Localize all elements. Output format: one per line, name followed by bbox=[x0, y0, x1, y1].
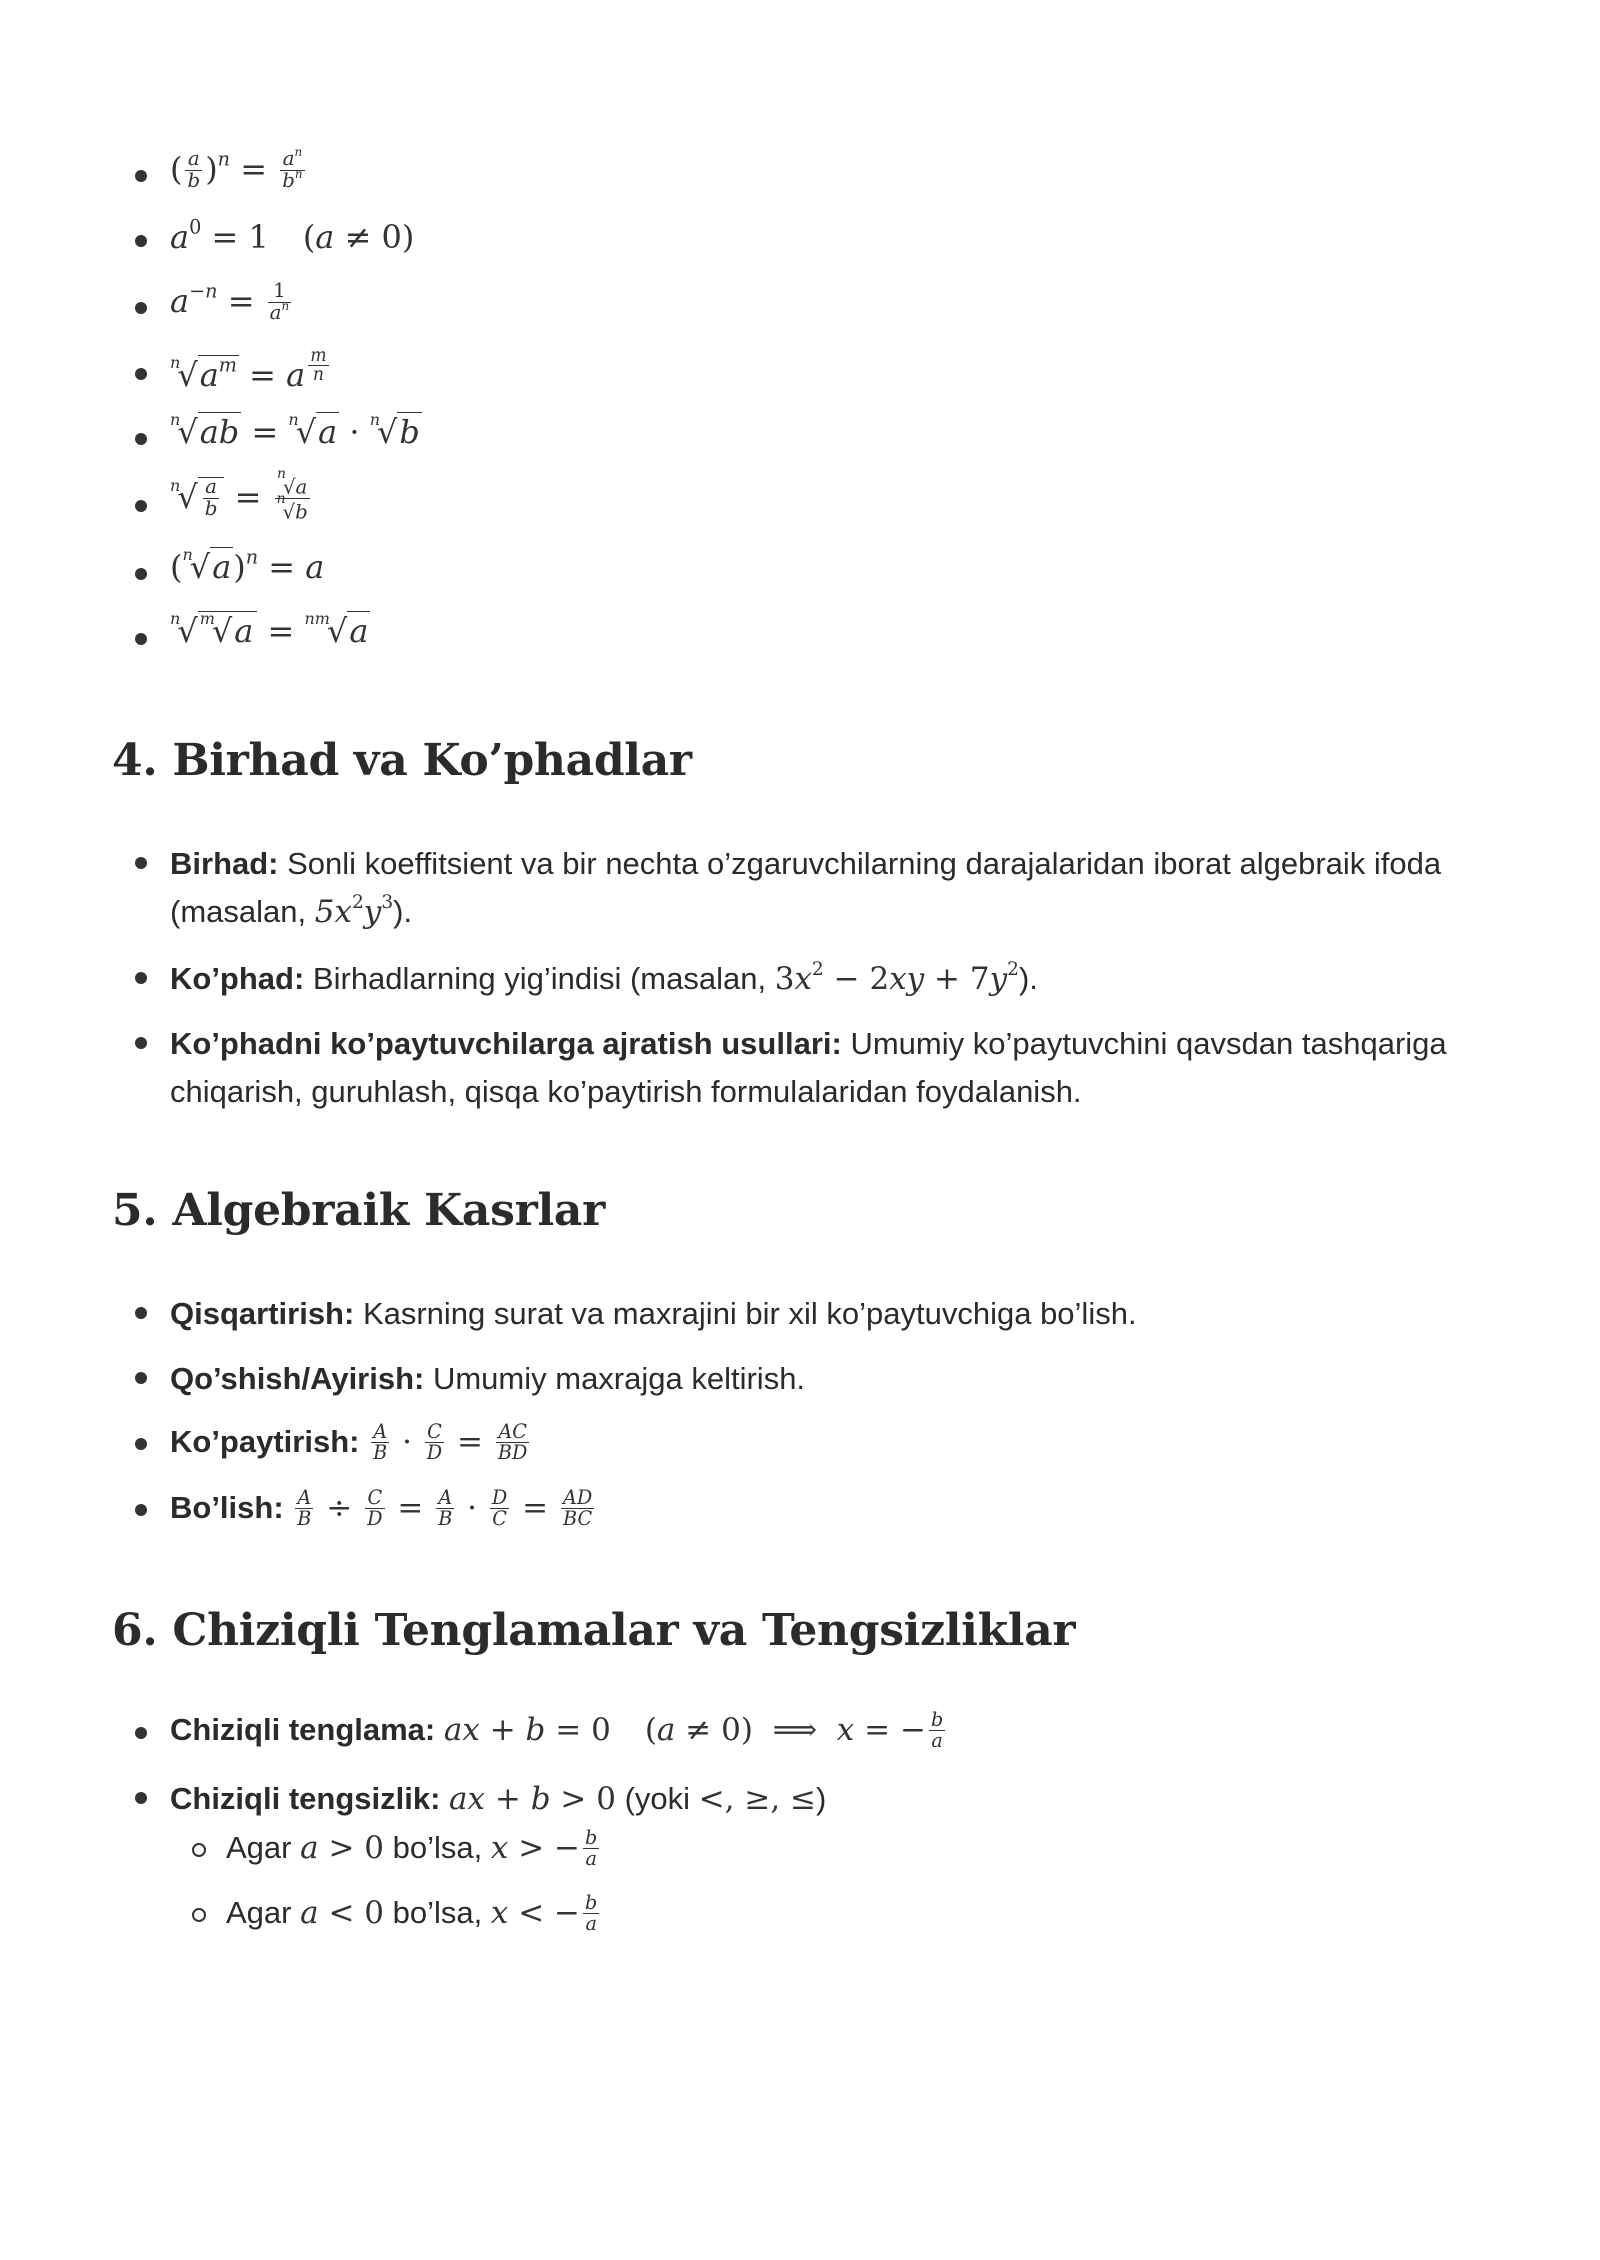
condition-formula: a > 0 bbox=[300, 1830, 385, 1866]
term-birhad: Birhad: bbox=[170, 846, 279, 881]
section-4-heading: 4. Birhad va Ko’phadlar bbox=[112, 735, 692, 786]
term-factoring: Ko’phadni ko’paytuvchilarga ajratish usullari: bbox=[170, 1026, 842, 1061]
closing-text: ). bbox=[1018, 961, 1038, 996]
formula-power-of-fraction: ( $\frac{a}{b}$ )$^n$ = $\frac{a^n}{b^n}$ bbox=[170, 145, 303, 193]
sub-item-text: bo’lsa, bbox=[384, 1830, 491, 1865]
formula-nested-root: $^n$√ $^m$√a = $^{nm}$√a bbox=[170, 609, 369, 650]
formula-negative-power: $a^{-n}$ = $\frac{1}{a^n}$ bbox=[170, 279, 290, 325]
sub-item-a-negative bbox=[226, 1889, 602, 1937]
bullet bbox=[135, 1504, 147, 1516]
bullet bbox=[135, 1438, 147, 1450]
section-6-heading: 6. Chiziqli Tenglamalar va Tengsizliklar bbox=[112, 1605, 1076, 1656]
alternatives-text: (yoki bbox=[615, 1781, 699, 1816]
result-formula: x > − $\frac{b}{a}$ bbox=[490, 1825, 598, 1871]
bullet bbox=[135, 633, 147, 645]
bullet bbox=[135, 1307, 147, 1319]
bullet bbox=[135, 302, 147, 314]
linear-equation-formula: ax + b = 0 (a ≠ 0) ⟹ x = − $\frac{b}{a}$ bbox=[443, 1707, 944, 1753]
condition-formula: a < 0 bbox=[300, 1895, 385, 1931]
term-qoshish-ayirish: Qo’shish/Ayirish: bbox=[170, 1361, 425, 1396]
term-qisqartirish: Qisqartirish: bbox=[170, 1296, 355, 1331]
example-formula: $5x^2y^3$ bbox=[314, 892, 394, 930]
bullet bbox=[135, 1037, 147, 1049]
term-bolish: Bo’lish: bbox=[170, 1490, 284, 1525]
sub-item-text: bo’lsa, bbox=[384, 1895, 491, 1930]
alternative-relations: <, ≥, ≤ bbox=[698, 1781, 816, 1817]
formula-power-of-root: $(^n√a)^n = a$ bbox=[170, 545, 325, 586]
definition-text: Umumiy maxrajga keltirish. bbox=[424, 1361, 806, 1396]
bullet bbox=[135, 972, 147, 984]
definition-text: Sonli koeffitsient va bir nechta o’zgaruvchilarning darajalaridan iborat algebraik ifoda (masalan, bbox=[170, 846, 1442, 929]
list-item-bolish bbox=[170, 1484, 1470, 1532]
formula-root-of-product: $^n$√ab = $^n$√a · $^n$√b bbox=[170, 410, 420, 451]
sub-item-text: Agar bbox=[226, 1895, 301, 1930]
bullet bbox=[135, 433, 147, 445]
sub-bullet bbox=[192, 1908, 206, 1922]
closing-text: ) bbox=[816, 1781, 827, 1816]
definition-text: Umumiy ko’paytuvchini qavsdan tashqariga chiqarish, guruhlash, qisqa ko’paytirish formulalaridan foydalanish. bbox=[170, 1026, 1447, 1109]
list-item-qisqartirish bbox=[170, 1290, 1470, 1338]
definition-text: Birhadlarning yig’indisi (masalan, bbox=[304, 961, 775, 996]
result-formula: x < − $\frac{b}{a}$ bbox=[490, 1890, 598, 1936]
definition-text: Kasrning surat va maxrajini bir xil ko’paytuvchiga bo’lish. bbox=[354, 1296, 1137, 1331]
bullet bbox=[135, 500, 147, 512]
bullet bbox=[135, 1792, 147, 1804]
term-linear-inequality: Chiziqli tengsizlik: bbox=[170, 1781, 441, 1816]
bullet bbox=[135, 1727, 147, 1739]
list-item-birhad bbox=[170, 840, 1470, 936]
section-5-heading: 5. Algebraik Kasrlar bbox=[112, 1185, 605, 1236]
bullet bbox=[135, 170, 147, 182]
sub-item-a-positive bbox=[226, 1824, 602, 1872]
list-item-factoring bbox=[170, 1020, 1470, 1116]
list-item-linear-inequality bbox=[170, 1775, 1470, 1823]
closing-text: ). bbox=[393, 894, 413, 929]
bullet bbox=[135, 368, 147, 380]
linear-inequality-formula: ax + b > 0 bbox=[449, 1781, 616, 1817]
term-kopaytirish: Ko’paytirish: bbox=[170, 1424, 360, 1459]
term-kophad: Ko’phad: bbox=[170, 961, 305, 996]
sub-bullet bbox=[192, 1843, 206, 1857]
multiplication-formula: $\frac{A}{B}$ · $\frac{C}{D}$ = $\frac{AC}{BD}$ bbox=[373, 1419, 528, 1465]
sub-item-text: Agar bbox=[226, 1830, 301, 1865]
formula-root-as-power: $^n√a^m = a$ $^{\frac{m}{n}}$ bbox=[170, 346, 327, 395]
term-linear-equation: Chiziqli tenglama: bbox=[170, 1712, 436, 1747]
division-formula: $\frac{A}{B}$ ÷ $\frac{C}{D}$ = $\frac{A}{B}$ · $\frac{D}{C}$ = $\frac{AD}{BC}$ bbox=[297, 1485, 593, 1531]
bullet bbox=[135, 568, 147, 580]
list-item-qoshish bbox=[170, 1355, 1470, 1403]
formula-zero-power: $a^0 = 1$ (a ≠ 0) bbox=[170, 215, 415, 256]
bullet bbox=[135, 1372, 147, 1384]
list-item-kopaytirish bbox=[170, 1418, 1470, 1466]
list-item-linear-equation bbox=[170, 1706, 1470, 1754]
formula-root-of-quotient: $^n$√ $\frac{a}{b}$ = $\frac{^n√a}{^n√b}$ bbox=[170, 466, 308, 524]
list-item-kophad bbox=[170, 955, 1470, 1003]
bullet bbox=[135, 857, 147, 869]
bullet bbox=[135, 235, 147, 247]
example-formula: $3x^2 - 2xy + 7y^2$ bbox=[774, 959, 1019, 997]
